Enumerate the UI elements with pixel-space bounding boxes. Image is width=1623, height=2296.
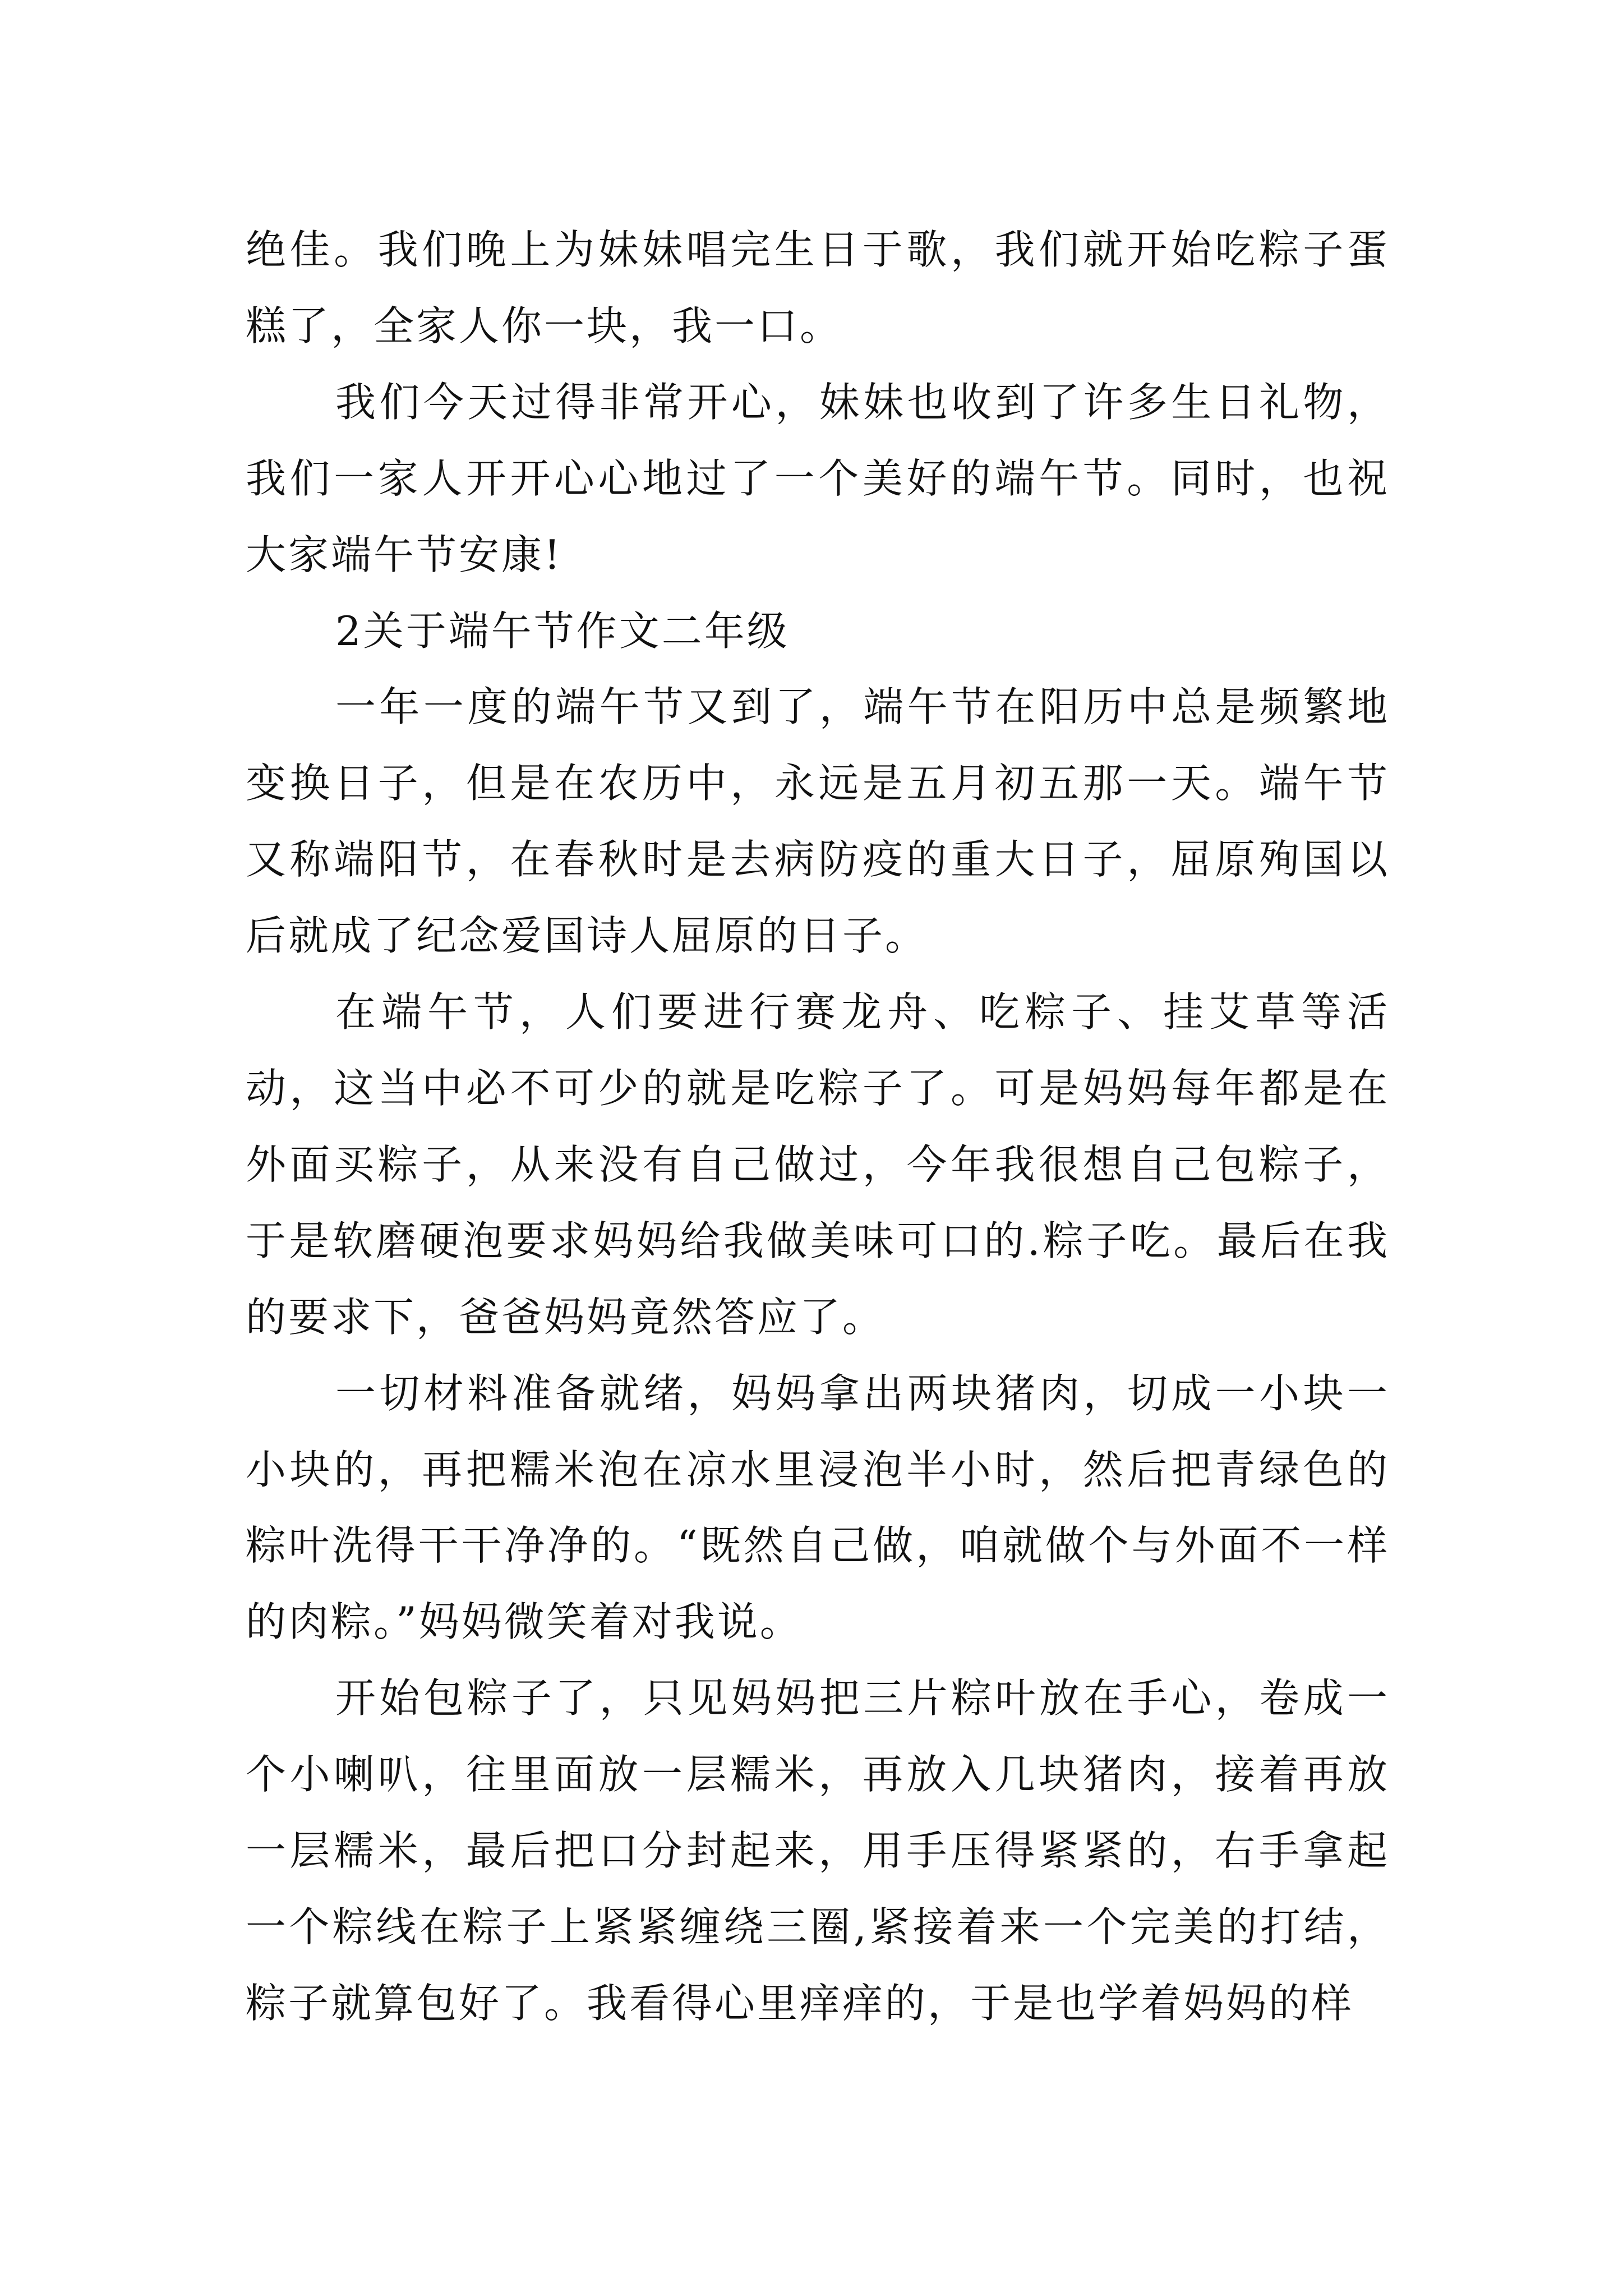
paragraph-preparation: 一切材料准备就绪，妈妈拿出两块猪肉，切成一小块一小块的，再把糯米泡在凉水里浸泡半小时，然后把青绿色的粽叶洗得干干净净的。“既然自己做，咱就做个与外面不一样的肉粽。”妈妈微笑着对我说。 — [246, 1369, 1390, 1646]
document-body — [246, 212, 1390, 2042]
paragraph-closing: 我们今天过得非常开心，妹妹也收到了许多生日礼物，我们一家人开开心心地过了一个美好的端午节。同时，也祝大家端午节安康! — [246, 378, 1390, 578]
section-heading: 2关于端午节作文二年级 — [335, 607, 790, 655]
paragraph-activities: 在端午节，人们要进行赛龙舟、吃粽子、挂艾草等活动，这当中必不可少的就是吃粽子了。可是妈妈每年都是在外面买粽子，从来没有自己做过，今年我很想自己包粽子，于是软磨硬泡要求妈妈给我做美味可口的.粽子吃。最后在我的要求下，爸爸妈妈竟然答应了。 — [246, 988, 1390, 1341]
paragraph-intro: 一年一度的端午节又到了，端午节在阳历中总是频繁地变换日子，但是在农历中，永远是五月初五那一天。端午节又称端阳节，在春秋时是去病防疫的重大日子，屈原殉国以后就成了纪念爱国诗人屈原的日子。 — [246, 683, 1390, 960]
paragraph-wrapping: 开始包粽子了，只见妈妈把三片粽叶放在手心，卷成一个小喇叭，往里面放一层糯米，再放入几块猪肉，接着再放一层糯米，最后把口分封起来，用手压得紧紧的，右手拿起一个粽线在粽子上紧紧缠绕三圈,紧接着来一个完美的打结，粽子就算包好了。我看得心里痒痒的，于是也学着妈妈的样 — [246, 1674, 1390, 2027]
paragraph-continued: 绝佳。我们晚上为妹妹唱完生日于歌，我们就开始吃粽子蛋糕了，全家人你一块，我一口。 — [246, 226, 1390, 349]
